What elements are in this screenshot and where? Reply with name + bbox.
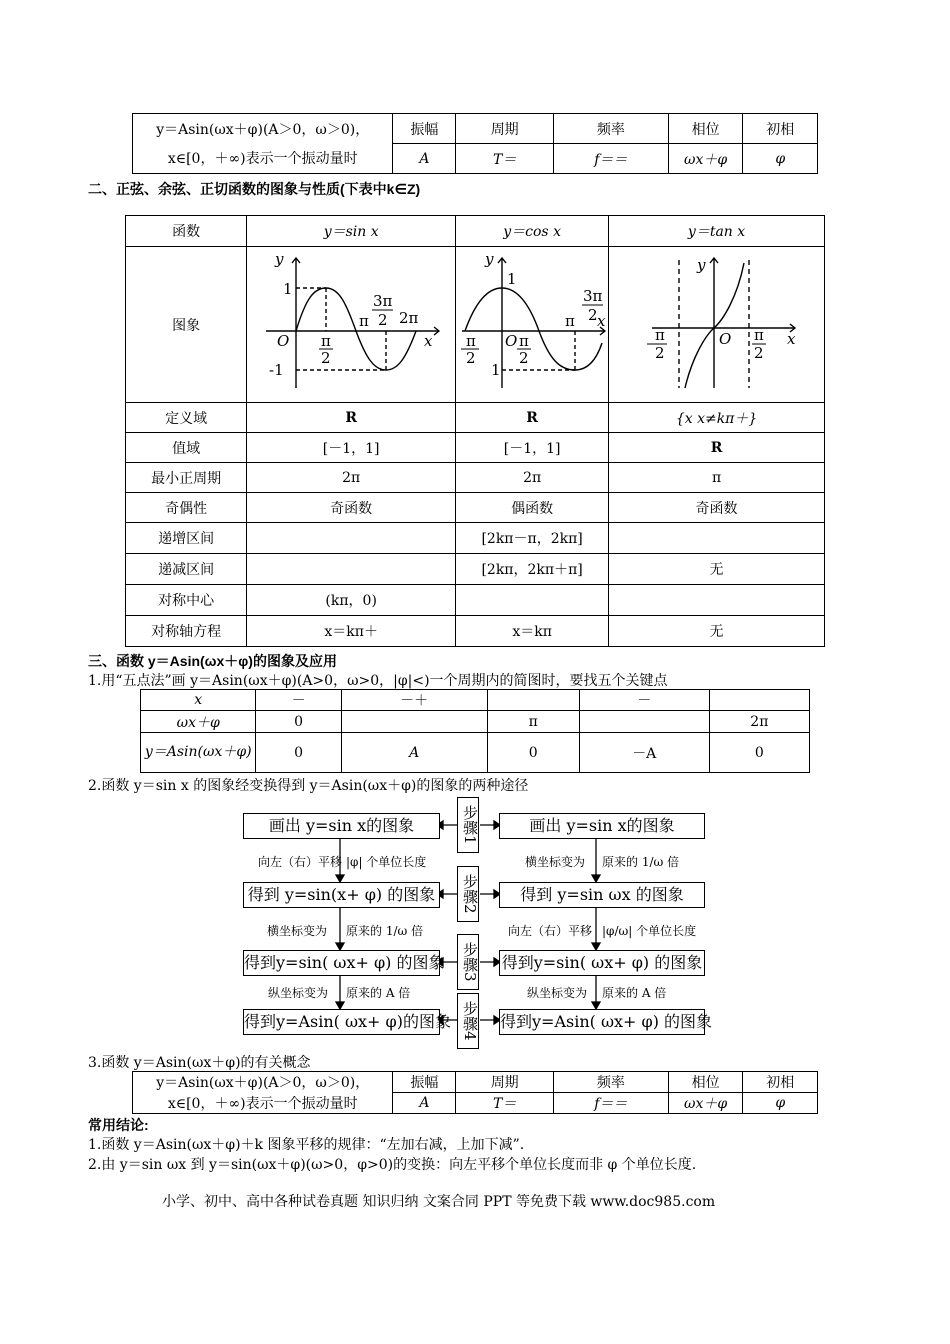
five-r2-c3: 0	[487, 733, 579, 773]
conclusion-1: 1.函数 y＝Asin(ωx＋φ)＋k 图象平移的规律：“左加右减，上加下减”.	[88, 1137, 525, 1153]
row-domain-label: 定义域	[126, 403, 247, 433]
right-label-1a: 横坐标变为	[525, 855, 586, 869]
concept-value-phase: ωx＋φ	[668, 1093, 743, 1114]
cos-pi-label: π	[565, 311, 575, 330]
header-frequency: 频率	[553, 114, 668, 144]
concept-header-period: 周期	[456, 1072, 554, 1093]
row-period-label: 最小正周期	[126, 463, 247, 493]
cos-y-label: y	[485, 249, 494, 268]
sin-x-label: x	[424, 331, 433, 350]
props-header-cos: y＝cos x	[456, 216, 609, 247]
row-parity-tan: 奇函数	[609, 493, 825, 523]
footer-text: 小学、初中、高中各种试卷真题 知识归纳 文案合同 PPT 等免费下载 www.doc985.com	[162, 1194, 716, 1210]
five-r0-c2: －＋	[341, 690, 487, 711]
cos-neghalf-den: 2	[466, 348, 476, 367]
tan-halfpi-num: π	[753, 325, 764, 344]
props-header-sin: y＝sin x	[247, 216, 456, 247]
left-box-2: 得到 y=sin(x+ φ) 的图象	[243, 882, 440, 908]
cos-3pi-num: 3π	[583, 286, 603, 305]
five-r2-c1: 0	[256, 733, 341, 773]
row-range-label: 值域	[126, 433, 247, 463]
item1-text: 1.用“五点法”画 y＝Asin(ωx＋φ)(A>0，ω>0，|φ|<)一个周期内的简图时，要找五个关键点	[88, 673, 668, 689]
cos-origin-label: O	[505, 331, 518, 350]
value-frequency: f＝＝	[553, 144, 668, 174]
cos-x-label: x	[597, 311, 606, 330]
row-increasing-label: 递增区间	[126, 523, 247, 554]
five-r2-c0: y＝Asin(ωx＋φ)	[141, 733, 256, 773]
tan-origin-label: O	[718, 329, 731, 348]
row-axis-tan: 无	[609, 616, 825, 647]
concept-header-amplitude: 振幅	[393, 1072, 456, 1093]
left-line1: y＝Asin(ωx＋φ)(A＞0，ω＞0)，	[133, 114, 393, 144]
cos-neg-one-label: 1	[491, 360, 501, 379]
tan-x-label: x	[786, 329, 796, 348]
five-r0-c4: －	[579, 690, 709, 711]
left-label-2a: 横坐标变为	[267, 924, 328, 938]
value-amplitude: A	[393, 144, 456, 174]
header-amplitude: 振幅	[393, 114, 456, 144]
tan-neghalf-num: π	[654, 325, 665, 344]
left-label-1a: 向左（右）平移	[258, 855, 343, 869]
step-box-3: 步骤3	[457, 934, 479, 990]
step-box-2: 步骤2	[457, 866, 479, 922]
five-r1-c0: ωx＋φ	[141, 711, 256, 733]
row-center-sin: (kπ，0)	[247, 585, 456, 616]
concept-header-frequency: 频率	[553, 1072, 668, 1093]
left-box-4: 得到y=Asin( ωx+ φ)的图象	[243, 1009, 440, 1035]
cos-halfpi-num: π	[519, 331, 529, 350]
row-parity-label: 奇偶性	[126, 493, 247, 523]
section2-title: 二、正弦、余弦、正切函数的图象与性质(下表中k∈Z)	[88, 181, 421, 197]
header-period: 周期	[456, 114, 554, 144]
sin-halfpi-num: π	[321, 331, 332, 350]
five-r1-c5: 2π	[709, 711, 809, 733]
header-phase: 相位	[668, 114, 743, 144]
step-box-1: 步骤1	[457, 797, 479, 853]
left-box-3: 得到y=sin( ωx+ φ) 的图象	[243, 950, 440, 976]
concept-value-initial: φ	[743, 1093, 818, 1114]
row-domain-tan: {x x≠kπ＋}	[609, 403, 825, 433]
props-graph-label: 图象	[126, 247, 247, 403]
row-domain-sin: R	[247, 403, 456, 433]
left-box-1: 画出 y=sin x的图象	[243, 813, 440, 839]
right-box-2: 得到 y=sin ωx 的图象	[499, 882, 705, 908]
concept-value-frequency: f＝＝	[553, 1093, 668, 1114]
row-parity-cos: 偶函数	[456, 493, 609, 523]
right-label-3a: 纵坐标变为	[527, 986, 588, 1000]
item2-text: 2.函数 y＝sin x 的图象经变换得到 y＝Asin(ωx＋φ)的图象的两种途径	[88, 778, 529, 794]
right-label-1b: 原来的 1/ω 倍	[602, 855, 680, 869]
sin-y-label: y	[275, 249, 284, 268]
step-box-4: 步骤4	[457, 993, 479, 1049]
row-period-sin: 2π	[247, 463, 456, 493]
right-label-2a: 向左（右）平移	[508, 924, 593, 938]
five-r2-c5: 0	[709, 733, 809, 773]
row-range-cos: [－1，1]	[456, 433, 609, 463]
sin-3pi-num: 3π	[373, 291, 393, 310]
sin-neg-one-label: -1	[269, 360, 284, 379]
props-header-tan: y＝tan x	[609, 216, 825, 247]
left-line2: x∈[0，＋∞)表示一个振动量时	[133, 144, 393, 174]
row-axis-cos: x＝kπ	[456, 616, 609, 647]
section3-title: 三、函数 y＝Asin(ωx＋φ)的图象及应用	[88, 653, 337, 669]
item3-text: 3.函数 y＝Asin(ωx＋φ)的有关概念	[88, 1055, 311, 1071]
concept-left-line2: x∈[0，＋∞)表示一个振动量时	[133, 1093, 393, 1114]
sin-pi-label: π	[359, 311, 370, 330]
cos-one-label: 1	[507, 269, 517, 288]
props-header-func: 函数	[126, 216, 247, 247]
left-label-1b: |φ| 个单位长度	[346, 855, 427, 869]
sin-2pi-label: 2π	[399, 308, 419, 327]
concept-table	[132, 1071, 818, 1114]
conclusion-title: 常用结论:	[88, 1117, 149, 1133]
conclusion-2: 2.由 y＝sin ωx 到 y＝sin(ωx＋φ)(ω>0，φ>0)的变换：向左平移个单位长度而非 φ 个单位长度.	[88, 1157, 697, 1173]
five-r1-c1: 0	[256, 711, 341, 733]
concept-value-period: T＝	[456, 1093, 554, 1114]
five-r0-c0: x	[141, 690, 256, 711]
concept-header-phase: 相位	[668, 1072, 743, 1093]
value-initial-phase: φ	[743, 144, 818, 174]
sin-halfpi-den: 2	[321, 348, 331, 367]
cos-3pi-den: 2	[588, 305, 598, 324]
value-period: T＝	[456, 144, 554, 174]
cos-neghalf-num: π	[466, 331, 476, 350]
concept-value-amplitude: A	[393, 1093, 456, 1114]
row-range-sin: [－1，1]	[247, 433, 456, 463]
left-label-3b: 原来的 A 倍	[346, 986, 411, 1000]
row-axis-label: 对称轴方程	[126, 616, 247, 647]
row-parity-sin: 奇函数	[247, 493, 456, 523]
right-box-1: 画出 y=sin x的图象	[499, 813, 705, 839]
right-label-2b: |φ/ω| 个单位长度	[602, 924, 697, 938]
row-decreasing-cos: [2kπ，2kπ＋π]	[456, 554, 609, 585]
row-period-cos: 2π	[456, 463, 609, 493]
tan-halfpi-den: 2	[753, 343, 764, 362]
sin-3pi-den: 2	[378, 310, 388, 329]
row-domain-cos: R	[456, 403, 609, 433]
five-r0-c1: －	[256, 690, 341, 711]
tan-neghalf-den: 2	[654, 343, 665, 362]
concept-left-line1: y＝Asin(ωx＋φ)(A＞0，ω＞0)，	[133, 1072, 393, 1093]
tan-y-label: y	[696, 255, 706, 274]
concept-header-initial: 初相	[743, 1072, 818, 1093]
left-label-2b: 原来的 1/ω 倍	[346, 924, 424, 938]
left-label-3a: 纵坐标变为	[268, 986, 329, 1000]
row-center-label: 对称中心	[126, 585, 247, 616]
cos-halfpi-den: 2	[519, 348, 529, 367]
header-initial-phase: 初相	[743, 114, 818, 144]
row-decreasing-label: 递减区间	[126, 554, 247, 585]
right-label-3b: 原来的 A 倍	[602, 986, 667, 1000]
value-phase: ωx＋φ	[668, 144, 743, 174]
sin-one-label: 1	[283, 279, 293, 298]
right-box-4: 得到y=Asin( ωx+ φ) 的图象	[499, 1009, 705, 1035]
row-period-tan: π	[609, 463, 825, 493]
row-range-tan: R	[609, 433, 825, 463]
row-increasing-cos: [2kπ－π，2kπ]	[456, 523, 609, 554]
five-r2-c4: －A	[579, 733, 709, 773]
right-box-3: 得到y=sin( ωx+ φ) 的图象	[499, 950, 705, 976]
five-r1-c3: π	[487, 711, 579, 733]
row-decreasing-tan: 无	[609, 554, 825, 585]
row-axis-sin: x＝kπ＋	[247, 616, 456, 647]
five-r2-c2: A	[341, 733, 487, 773]
sin-origin-label: O	[277, 331, 290, 350]
